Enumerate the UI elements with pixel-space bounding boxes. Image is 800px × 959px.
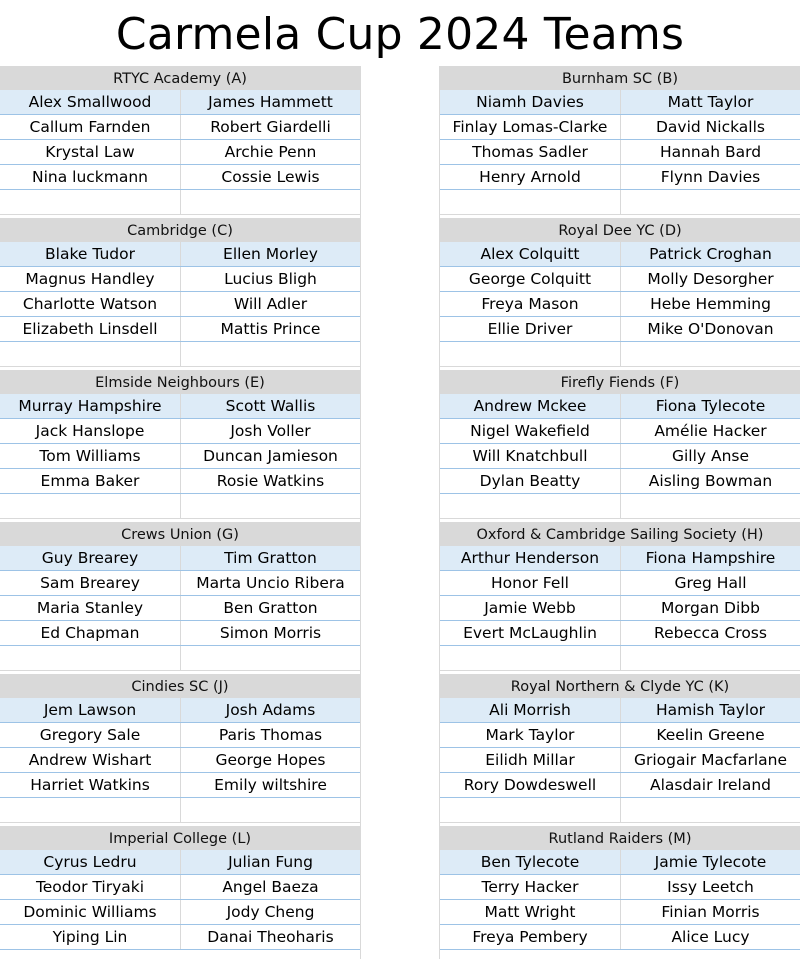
member-name: Will Adler [180,292,360,316]
member-name: Andrew Wishart [28,751,152,769]
member-row [0,925,360,950]
member-name: Scott Wallis [180,394,360,418]
member-name: Matt Wright [484,903,576,921]
member-row [0,90,360,115]
member-row [440,165,800,190]
member-row [440,621,800,646]
team-block [440,370,800,519]
member-row [440,317,800,342]
member-name: Dominic Williams [23,903,157,921]
member-name: Rory Dowdeswell [463,776,597,794]
member-row [0,140,360,165]
member-row [440,773,800,798]
member-row [0,419,360,444]
member-row [440,850,800,875]
member-name: Hamish Taylor [620,698,800,722]
member-row [0,900,360,925]
member-row [0,317,360,342]
member-row [0,469,360,494]
member-row [0,165,360,190]
blank-row [440,494,800,519]
member-name: Jem Lawson [43,701,137,719]
empty-cell [440,190,620,214]
member-name: Keelin Greene [620,723,800,747]
member-name: Arthur Henderson [460,549,600,567]
member-name: David Nickalls [620,115,800,139]
team-pair-row [0,522,800,674]
team-name: Imperial College (L) [0,826,360,850]
member-name: Amélie Hacker [620,419,800,443]
member-name: Ali Morrish [489,701,571,719]
team-name: Royal Northern & Clyde YC (K) [440,674,800,698]
member-name: Dylan Beatty [479,472,581,490]
spacer-column [360,674,440,826]
empty-cell [180,190,360,214]
empty-cell [0,646,180,670]
member-row [440,267,800,292]
member-name: Rosie Watkins [180,469,360,493]
member-row [0,698,360,723]
member-name: Harriet Watkins [30,776,150,794]
team-pair-row [0,66,800,218]
member-name: Marta Uncio Ribera [180,571,360,595]
member-name: Mattis Prince [180,317,360,341]
member-row [0,596,360,621]
member-name: Fiona Hampshire [620,546,800,570]
empty-cell [620,190,800,214]
member-row [0,875,360,900]
member-row [0,850,360,875]
member-row [0,571,360,596]
member-name: Magnus Handley [25,270,155,288]
member-name: Alice Lucy [620,925,800,949]
team-pair-row [0,826,800,959]
team-block [440,218,800,367]
team-name: Crews Union (G) [0,522,360,546]
member-name: Henry Arnold [479,168,581,186]
empty-cell [440,342,620,366]
member-name: Jack Hanslope [35,422,145,440]
member-name: Robert Giardelli [180,115,360,139]
member-row [0,444,360,469]
member-row [440,292,800,317]
member-name: Krystal Law [45,143,135,161]
blank-row [0,190,360,215]
member-row [0,115,360,140]
empty-cell [180,646,360,670]
member-name: Hannah Bard [620,140,800,164]
teams-grid [0,66,800,959]
member-name: Gilly Anse [620,444,800,468]
team-name: RTYC Academy (A) [0,66,360,90]
spacer-column [360,826,440,959]
member-name: Teodor Tiryaki [35,878,145,896]
member-name: Simon Morris [180,621,360,645]
member-name: Will Knatchbull [472,447,588,465]
member-name: Freya Pembery [472,928,588,946]
member-name: Sam Brearey [40,574,140,592]
member-name: Ben Gratton [180,596,360,620]
member-name: Fiona Tylecote [620,394,800,418]
member-name: Elizabeth Linsdell [22,320,158,338]
member-name: Julian Fung [180,850,360,874]
member-row [440,546,800,571]
member-row [440,419,800,444]
member-name: James Hammett [180,90,360,114]
team-name: Burnham SC (B) [440,66,800,90]
team-name: Royal Dee YC (D) [440,218,800,242]
member-name: Greg Hall [620,571,800,595]
member-name: Jamie Webb [484,599,576,617]
member-name: Patrick Croghan [620,242,800,266]
blank-row [440,646,800,671]
member-row [0,546,360,571]
team-name: Oxford & Cambridge Sailing Society (H) [440,522,800,546]
member-name: Cossie Lewis [180,165,360,189]
member-name: Evert McLaughlin [463,624,597,642]
member-name: Emma Baker [40,472,140,490]
empty-cell [620,494,800,518]
member-name: Murray Hampshire [18,397,162,415]
member-row [0,621,360,646]
member-name: Cyrus Ledru [43,853,137,871]
team-name: Cambridge (C) [0,218,360,242]
team-name: Elmside Neighbours (E) [0,370,360,394]
member-name: Matt Taylor [620,90,800,114]
member-row [0,292,360,317]
member-row [440,115,800,140]
member-name: Ellie Driver [487,320,573,338]
member-name: Andrew Mckee [473,397,587,415]
member-name: Callum Farnden [29,118,151,136]
spacer-column [360,218,440,370]
team-block [440,522,800,671]
empty-cell [0,190,180,214]
empty-cell [440,798,620,822]
spacer-column [360,522,440,674]
team-block [0,66,360,215]
empty-cell [180,342,360,366]
member-name: Charlotte Watson [22,295,158,313]
member-row [440,723,800,748]
team-block [440,826,800,950]
member-name: Honor Fell [491,574,569,592]
member-row [0,267,360,292]
member-name: Hebe Hemming [620,292,800,316]
team-block [440,66,800,215]
member-name: Molly Desorgher [620,267,800,291]
page-title: Carmela Cup 2024 Teams [115,9,685,60]
member-name: Tim Gratton [180,546,360,570]
member-row [440,394,800,419]
team-pair-row [0,674,800,826]
member-name: Finlay Lomas-Clarke [452,118,608,136]
team-block [440,674,800,823]
member-name: Lucius Bligh [180,267,360,291]
member-name: Alex Smallwood [28,93,152,111]
empty-cell [0,342,180,366]
member-row [0,723,360,748]
member-row [0,242,360,267]
team-name: Cindies SC (J) [0,674,360,698]
member-name: Gregory Sale [39,726,141,744]
blank-row [440,342,800,367]
member-name: Yiping Lin [52,928,128,946]
blank-row [0,798,360,823]
member-name: Aisling Bowman [620,469,800,493]
member-name: Maria Stanley [36,599,144,617]
spacer-column [360,370,440,522]
team-block [0,826,360,950]
member-name: Finian Morris [620,900,800,924]
member-name: Ben Tylecote [480,853,580,871]
team-pair-row [0,218,800,370]
empty-cell [180,494,360,518]
member-name: Blake Tudor [45,245,135,263]
member-row [440,571,800,596]
blank-row [0,342,360,367]
empty-cell [0,798,180,822]
member-name: Emily wiltshire [180,773,360,797]
member-name: Jody Cheng [180,900,360,924]
team-name: Firefly Fiends (F) [440,370,800,394]
member-row [0,748,360,773]
member-name: Niamh Davies [476,93,584,111]
member-name: Mike O'Donovan [620,317,800,341]
member-name: Thomas Sadler [472,143,588,161]
empty-cell [180,798,360,822]
member-name: Mark Taylor [485,726,575,744]
empty-cell [620,342,800,366]
member-row [440,925,800,950]
member-row [440,596,800,621]
member-name: Nina luckmann [31,168,149,186]
team-pair-row [0,370,800,522]
member-row [440,444,800,469]
member-row [440,698,800,723]
member-name: Flynn Davies [620,165,800,189]
member-row [440,90,800,115]
empty-cell [620,646,800,670]
member-row [0,773,360,798]
member-name: Nigel Wakefield [470,422,590,440]
blank-row [0,646,360,671]
empty-cell [620,798,800,822]
member-name: Alasdair Ireland [620,773,800,797]
member-row [440,900,800,925]
member-name: George Colquitt [468,270,592,288]
member-name: Griogair Macfarlane [620,748,800,772]
member-name: Guy Brearey [41,549,139,567]
member-row [440,140,800,165]
member-row [440,242,800,267]
member-name: Ed Chapman [40,624,140,642]
team-block [0,674,360,823]
team-block [0,218,360,367]
member-name: Archie Penn [180,140,360,164]
member-name: Tom Williams [39,447,141,465]
team-block [0,370,360,519]
empty-cell [440,646,620,670]
member-name: Danai Theoharis [180,925,360,949]
team-name: Rutland Raiders (M) [440,826,800,850]
member-name: Ellen Morley [180,242,360,266]
blank-row [0,494,360,519]
member-name: Angel Baeza [180,875,360,899]
member-name: Freya Mason [481,295,579,313]
blank-row [440,798,800,823]
empty-cell [0,494,180,518]
blank-row [440,190,800,215]
member-row [440,875,800,900]
member-name: Paris Thomas [180,723,360,747]
member-name: Jamie Tylecote [620,850,800,874]
member-name: Duncan Jamieson [180,444,360,468]
team-block [0,522,360,671]
member-row [0,394,360,419]
member-row [440,748,800,773]
member-row [440,469,800,494]
member-name: Josh Voller [180,419,360,443]
spacer-column [360,66,440,218]
member-name: Rebecca Cross [620,621,800,645]
member-name: Josh Adams [180,698,360,722]
member-name: Alex Colquitt [480,245,580,263]
member-name: Issy Leetch [620,875,800,899]
empty-cell [440,494,620,518]
member-name: Eilidh Millar [485,751,575,769]
member-name: Terry Hacker [481,878,579,896]
member-name: Morgan Dibb [620,596,800,620]
member-name: George Hopes [180,748,360,772]
